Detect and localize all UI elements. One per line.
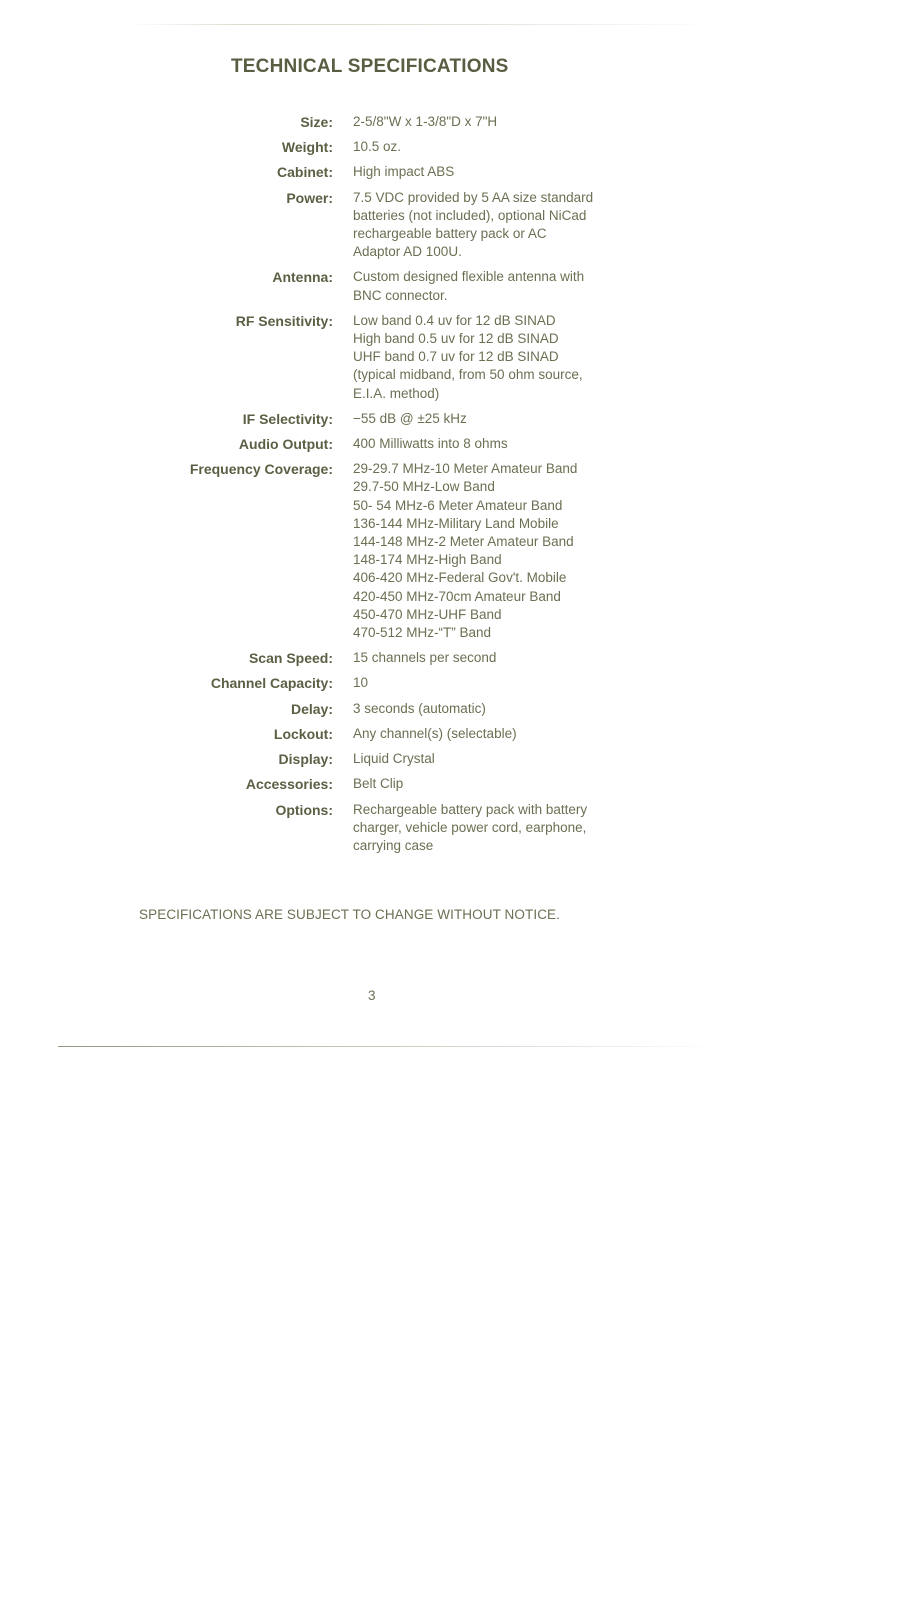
spec-value-line: Liquid Crystal <box>353 751 435 767</box>
spec-value-line: 50- 54 MHz-6 Meter Amateur Band <box>353 497 563 513</box>
spec-value-line: (typical midband, from 50 ohm source, <box>353 367 583 383</box>
spec-label: Delay: <box>290 700 333 717</box>
spec-value-line: 470-512 MHz-“T” Band <box>353 625 492 641</box>
spec-value-line: −55 dB @ ±25 kHz <box>353 410 467 426</box>
page-title: TECHNICAL SPECIFICATIONS <box>231 56 509 77</box>
spec-value <box>353 189 643 262</box>
spec-row <box>0 138 900 156</box>
spec-value-line: 29-29.7 MHz-10 Meter Amateur Band <box>353 461 578 477</box>
spec-value <box>353 435 643 453</box>
spec-row <box>0 410 900 428</box>
spec-row <box>0 725 900 743</box>
spec-row <box>0 460 900 642</box>
spec-value-line: carrying case <box>353 837 434 853</box>
spec-value-line: batteries (not included), optional NiCad <box>353 207 587 223</box>
spec-value-line: 10 <box>353 675 369 691</box>
spec-row <box>0 268 900 304</box>
spec-label: Cabinet: <box>277 164 333 181</box>
spec-value <box>353 725 643 743</box>
spec-value <box>353 268 643 304</box>
spec-value-line: Rechargeable battery pack with battery <box>353 801 588 817</box>
top-rule <box>130 24 720 25</box>
spec-value-line: 144-148 MHz-2 Meter Amateur Band <box>353 534 574 550</box>
spec-label: Weight: <box>281 139 333 156</box>
spec-label: RF Sensitivity: <box>235 312 333 329</box>
spec-value <box>353 163 643 181</box>
spec-row <box>0 435 900 453</box>
spec-value-line: High impact ABS <box>353 164 455 180</box>
spec-row <box>0 750 900 768</box>
spec-value-line: 400 Milliwatts into 8 ohms <box>353 436 508 452</box>
spec-label: IF Selectivity: <box>242 410 333 427</box>
spec-value-line: 136-144 MHz-Military Land Mobile <box>353 515 559 531</box>
spec-label: Accessories: <box>245 776 333 793</box>
spec-value-line: E.I.A. method) <box>353 385 440 401</box>
spec-value <box>353 460 643 642</box>
spec-row <box>0 674 900 692</box>
change-notice: SPECIFICATIONS ARE SUBJECT TO CHANGE WITHOUT NOTICE. <box>139 907 561 922</box>
spec-value-line: 10.5 oz. <box>353 139 402 155</box>
spec-row <box>0 801 900 856</box>
spec-label: Power: <box>286 189 333 206</box>
spec-value-line: 2-5/8"W x 1-3/8"D x 7"H <box>353 114 498 129</box>
spec-value <box>353 775 643 793</box>
spec-row <box>0 163 900 181</box>
spec-value <box>353 674 643 692</box>
spec-row <box>0 113 900 131</box>
spec-value <box>353 138 643 156</box>
spec-value-line: 148-174 MHz-High Band <box>353 552 502 568</box>
spec-value-line: 420-450 MHz-70cm Amateur Band <box>353 588 561 604</box>
spec-value <box>353 750 643 768</box>
spec-value-line: Any channel(s) (selectable) <box>353 725 517 741</box>
spec-value-line: rechargeable battery pack or AC <box>353 226 547 242</box>
spec-value-line: 29.7-50 MHz-Low Band <box>353 479 495 495</box>
bottom-rule <box>58 1046 718 1047</box>
spec-label: Frequency Coverage: <box>189 461 333 478</box>
spec-row <box>0 649 900 667</box>
spec-label: Size: <box>300 114 333 130</box>
spec-value-line: BNC connector. <box>353 287 448 303</box>
spec-value-line: 450-470 MHz-UHF Band <box>353 606 502 622</box>
spec-value-line: High band 0.5 uv for 12 dB SINAD <box>353 331 559 347</box>
spec-value-line: Belt Clip <box>353 776 404 792</box>
spec-value <box>353 312 643 403</box>
spec-value-line: 3 seconds (automatic) <box>353 700 486 716</box>
spec-row <box>0 312 900 403</box>
spec-label: Antenna: <box>272 269 333 286</box>
spec-value-line: Low band 0.4 uv for 12 dB SINAD <box>353 312 556 328</box>
spec-value <box>353 700 643 718</box>
spec-list <box>0 113 900 862</box>
spec-value-line: 406-420 MHz-Federal Gov't. Mobile <box>353 570 567 586</box>
spec-label: Options: <box>275 801 333 818</box>
spec-label: Lockout: <box>273 725 333 742</box>
spec-value-line: Custom designed flexible antenna with <box>353 269 585 285</box>
page-number: 3 <box>368 988 376 1003</box>
spec-value <box>353 410 643 428</box>
spec-label: Audio Output: <box>238 436 333 453</box>
spec-row <box>0 775 900 793</box>
spec-value-line: 15 channels per second <box>353 650 497 666</box>
spec-value-line: 7.5 VDC provided by 5 AA size standard <box>353 189 594 205</box>
spec-label: Scan Speed: <box>248 650 333 667</box>
spec-value-line: charger, vehicle power cord, earphone, <box>353 819 587 835</box>
spec-row <box>0 189 900 262</box>
spec-value-line: Adaptor AD 100U. <box>353 244 462 260</box>
spec-value <box>353 801 643 856</box>
spec-value <box>353 113 643 131</box>
spec-value-line: UHF band 0.7 uv for 12 dB SINAD <box>353 349 559 365</box>
spec-label: Channel Capacity: <box>210 675 333 692</box>
spec-row <box>0 700 900 718</box>
spec-label: Display: <box>278 751 333 768</box>
spec-value <box>353 649 643 667</box>
